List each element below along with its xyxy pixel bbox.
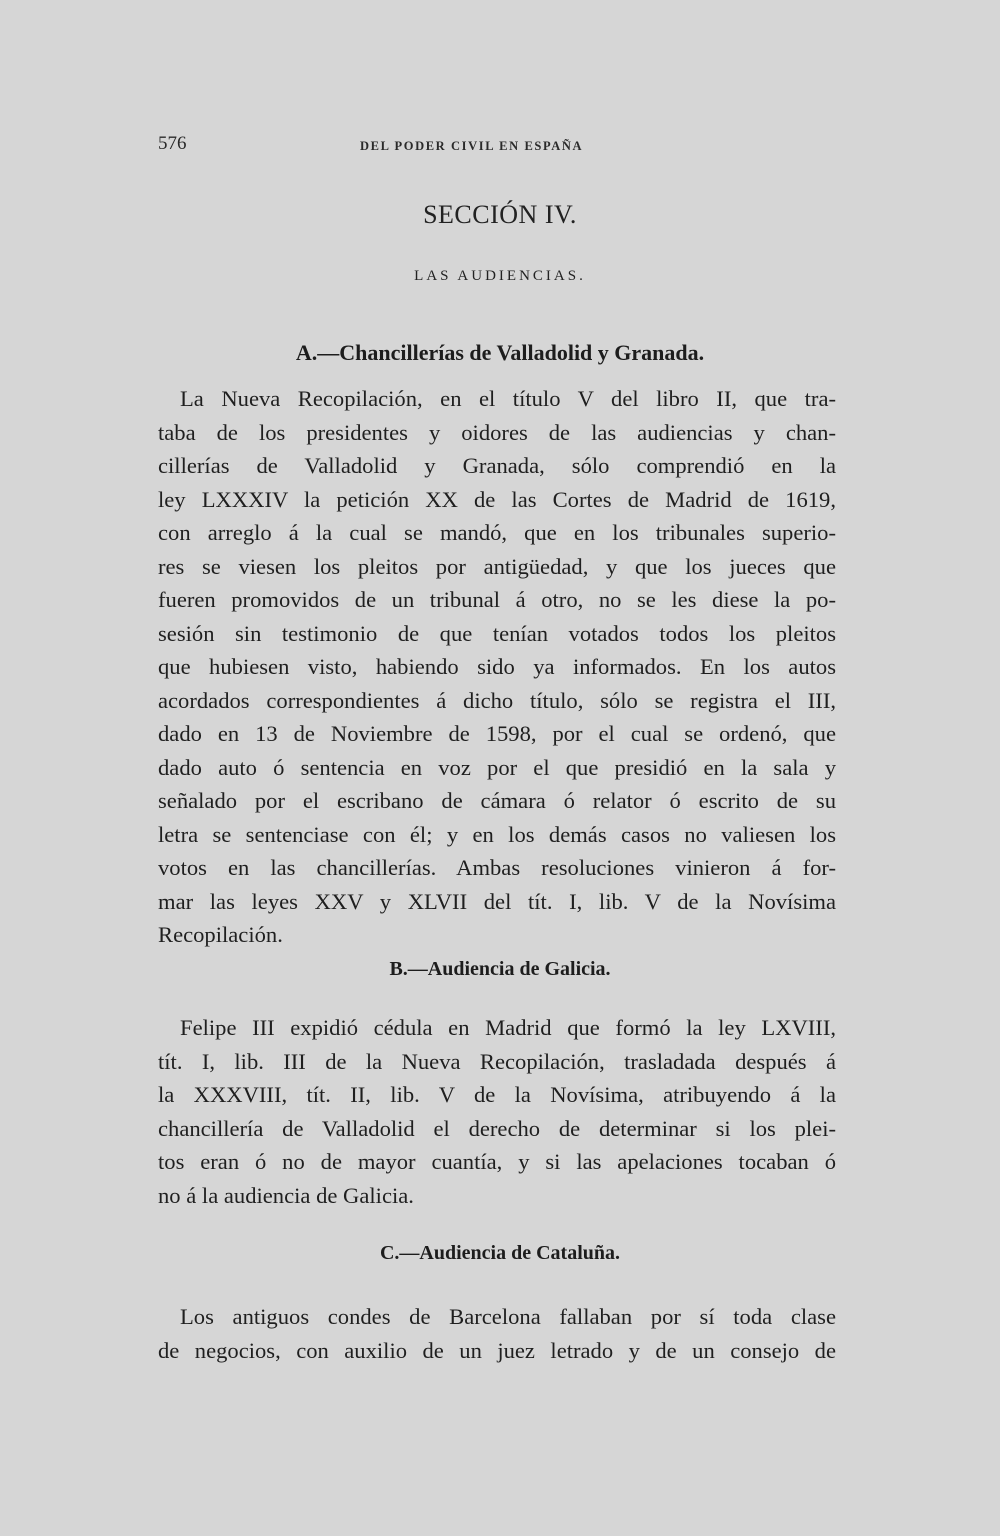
running-head (158, 133, 848, 157)
text-line: de negocios, con auxilio de un juez letrado y de un consejo de (158, 1337, 836, 1363)
text-line: chancillería de Valladolid el derecho de determinar si los plei- (158, 1115, 836, 1141)
section-subheading: LAS AUDIENCIAS. (414, 268, 586, 284)
page-number: 576 (158, 133, 187, 154)
text-line: sesión sin testimonio de que tenían votados todos los pleitos (158, 620, 836, 646)
subsection-title-c: C.—Audiencia de Cataluña. (379, 1242, 621, 1264)
text-line: la XXXVIII, tít. II, lib. V de la Novísima, atribuyendo á la (158, 1082, 836, 1107)
running-title: DEL PODER CIVIL EN ESPAÑA (360, 139, 584, 153)
text-line: que hubiesen visto, habiendo sido ya informados. En los autos (158, 654, 836, 679)
text-line: dado en 13 de Noviembre de 1598, por el cual se ordenó, que (158, 721, 836, 746)
text-line: letra se sentenciase con él; y en los demás casos no valiesen los (158, 821, 836, 847)
subsection-title-a: A.—Chancillerías de Valladolid y Granada. (295, 340, 705, 365)
text-line: dado auto ó sentencia en voz por el que presidió en la sala y (158, 754, 836, 780)
text-line: con arreglo á la cual se mandó, que en los tribunales superio- (158, 520, 836, 545)
paragraph-b (158, 1011, 836, 1212)
text-line: votos en las chancillerías. Ambas resoluciones vinieron á for- (158, 855, 836, 880)
text-line: taba de los presidentes y oidores de las audiencias y chan- (158, 419, 836, 445)
text-line: tít. I, lib. III de la Nueva Recopilación, trasladada después á (158, 1048, 836, 1074)
text-line: Felipe III expidió cédula en Madrid que formó la ley LXVIII, (180, 1015, 836, 1040)
text-line: tos eran ó no de mayor cuantía, y si las apelaciones tocaban ó (158, 1149, 836, 1174)
text-line: fueren promovidos de un tribunal á otro, no se les diese la po- (158, 587, 836, 612)
text-line: ley LXXXIV la petición XX de las Cortes de Madrid de 1619, (158, 486, 836, 512)
text-line: La Nueva Recopilación, en el título V del libro II, que tra- (180, 386, 836, 411)
text-line: acordados correspondientes á dicho título, sólo se registra el III, (158, 687, 836, 713)
paragraph-a (158, 382, 836, 952)
text-line: Recopilación. (158, 922, 283, 947)
text-line: Los antiguos condes de Barcelona fallaban por sí toda clase (180, 1304, 836, 1329)
section-heading: SECCIÓN IV. (423, 200, 577, 229)
text-line: no á la audiencia de Galicia. (158, 1182, 414, 1208)
paragraph-c (158, 1300, 836, 1367)
text-line: señalado por el escribano de cámara ó relator ó escrito de su (158, 788, 836, 813)
text-line: res se viesen los pleitos por antigüedad, y que los jueces que (158, 553, 836, 579)
subsection-title-b: B.—Audiencia de Galicia. (389, 958, 611, 980)
text-line: mar las leyes XXV y XLVII del tít. I, lib. V de la Novísima (158, 888, 836, 914)
text-line: cillerías de Valladolid y Granada, sólo comprendió en la (158, 453, 836, 478)
